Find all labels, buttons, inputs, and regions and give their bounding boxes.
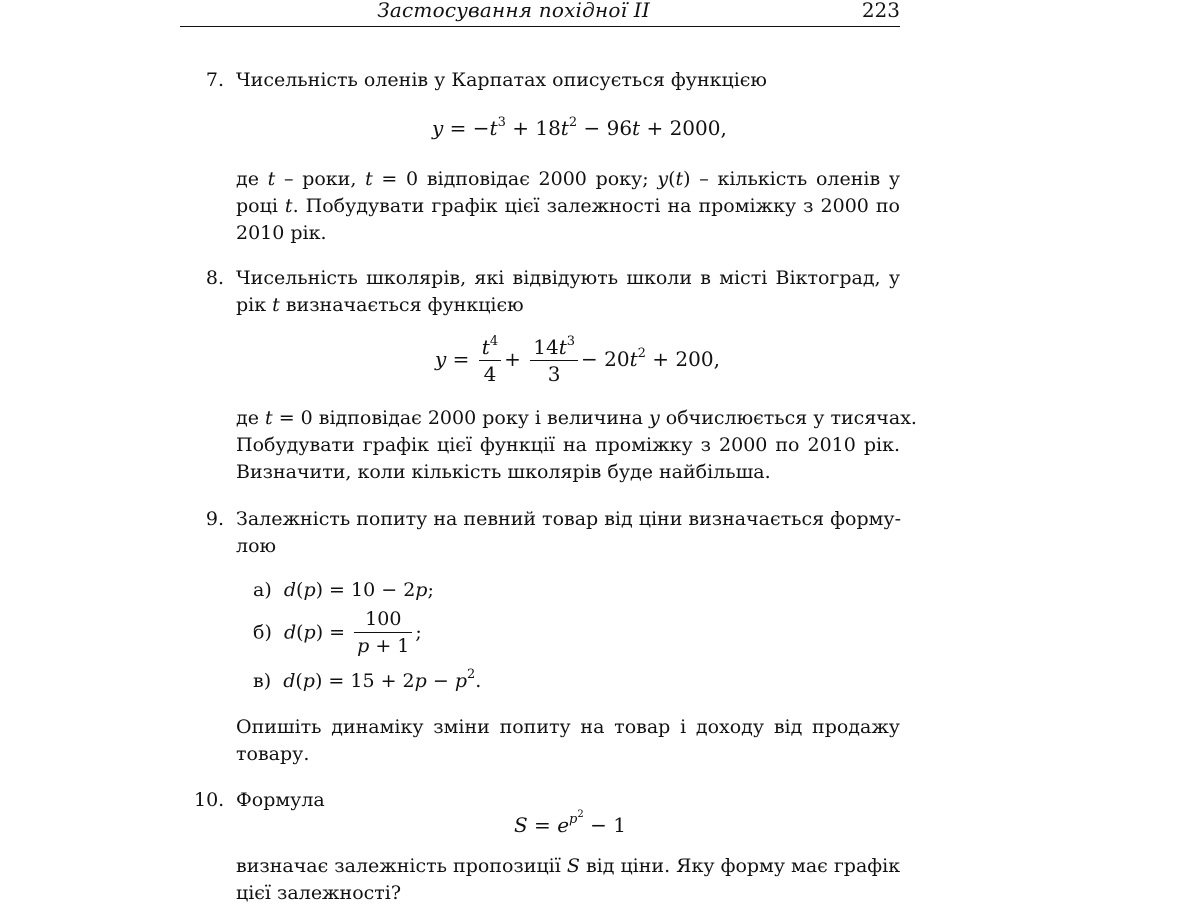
- page-number: 223: [861, 0, 900, 22]
- problem-8-intro-line-2: рік t визначається функцією: [236, 294, 524, 316]
- item-label: б): [253, 621, 272, 644]
- problem-8-number: 8.: [205, 267, 224, 289]
- problem-9-text-line-2: товару.: [236, 743, 310, 765]
- problem-10-text-line-2: цієї залежності?: [236, 882, 402, 904]
- fraction-14t3-over-3: $\frac{14t^3}{3}$: [530, 336, 578, 385]
- problem-9-item-c: в) $d(p) = 15 + 2p - p^2$.: [253, 667, 482, 692]
- problem-8-text-line-1: де t = 0 відповідає 2000 року і величина y обчислюється у тисячах.: [236, 407, 917, 429]
- problem-8-formula: y = $\frac{t^4}{4}$ + $\frac{14t^3}{3}$ − $20t^2 + 200$,: [435, 334, 720, 386]
- fraction-100-over-p-plus-1: $\frac{100}{p + 1}$: [354, 608, 412, 657]
- problem-10-text-line-1: визначає залежність пропозиції S від ціни. Яку форму має графік: [236, 855, 901, 877]
- problem-9-text-line-1: Опишіть динаміку зміни попиту на товар і доходу від продажу: [236, 716, 900, 738]
- fraction-t4-over-4: $\frac{t^4}{4}$: [479, 336, 501, 385]
- problem-9-intro-line-1: Залежність попиту на певний товар від ціни визначається форму-: [236, 508, 902, 530]
- problem-9-intro-line-2: лою: [236, 535, 277, 557]
- problem-7-formula: $y = -t^3 + 18t^2 - 96t + 2000$,: [432, 115, 727, 140]
- problem-8-text-line-3: Визначити, коли кількість школярів буде найбільша.: [236, 461, 771, 483]
- problem-7-number: 7.: [205, 69, 224, 91]
- problem-9-number: 9.: [205, 508, 224, 530]
- problem-9-item-b: б) d(p) = $\frac{100}{p + 1}$ ;: [253, 608, 422, 657]
- problem-7-intro: Чисельність оленів у Карпатах описується функцією: [236, 69, 767, 91]
- problem-8-text-line-2: Побудувати графік цієї функції на проміжку з 2000 по 2010 рік.: [236, 434, 900, 456]
- problem-7-text-line-3: 2010 рік.: [236, 222, 327, 244]
- item-label: а): [253, 579, 272, 601]
- problem-10-intro: Формула: [236, 789, 325, 811]
- running-header: [180, 0, 900, 27]
- problem-7-text-line-1: де t – роки, t = 0 відповідає 2000 року; y(t) – кількість оленів у: [236, 168, 901, 190]
- problem-9-item-a: а) d(p) = 10 − 2p;: [253, 579, 434, 601]
- running-title: Застосування похідної II: [377, 0, 650, 22]
- problem-7-text-line-2: році t. Побудувати графік цієї залежності на проміжку з 2000 по: [236, 195, 900, 217]
- item-label: в): [253, 670, 272, 692]
- problem-10-formula: $S = e^{p^2} - 1$: [514, 809, 626, 837]
- problem-10-number: 10.: [194, 789, 225, 811]
- problem-8-intro-line-1: Чисельність школярів, які відвідують школи в місті Віктоград, у: [236, 267, 900, 289]
